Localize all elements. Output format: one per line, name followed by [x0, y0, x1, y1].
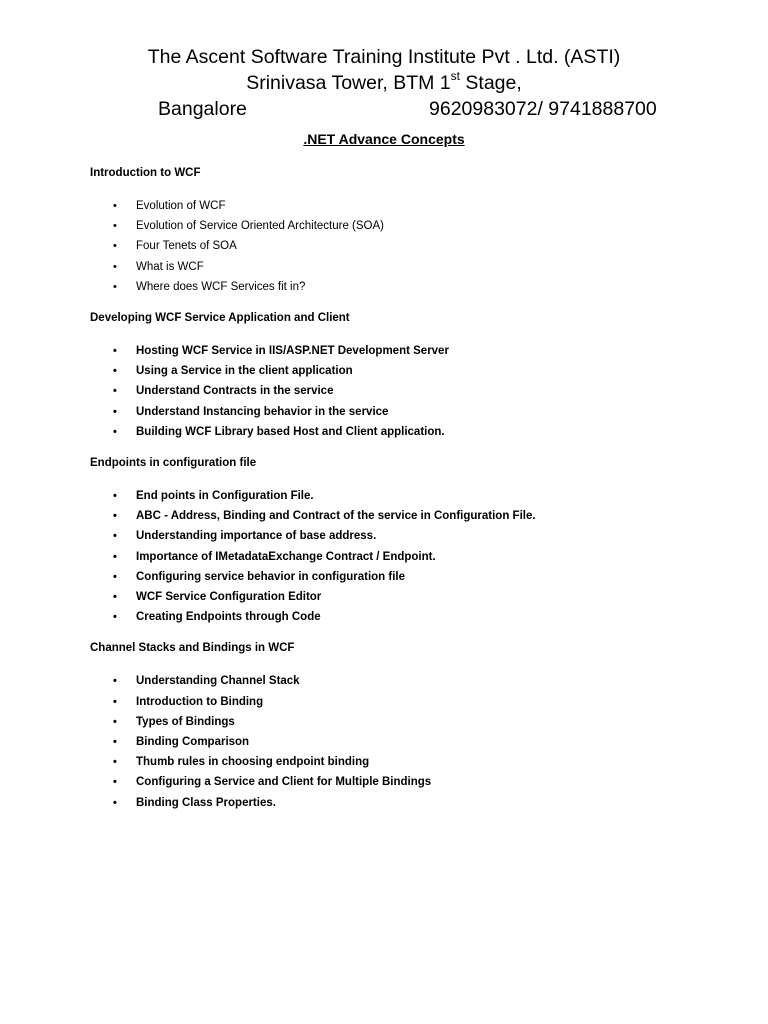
- course-content: [90, 164, 710, 825]
- topic-list: [90, 196, 710, 297]
- institute-name: The Ascent Software Training Institute Pvt . Ltd. (ASTI): [147, 46, 621, 68]
- bullet-icon: •: [113, 570, 117, 583]
- topic-text: What is WCF: [136, 260, 204, 273]
- document-title-text: .NET Advance Concepts: [303, 131, 465, 147]
- bullet-icon: •: [113, 280, 117, 293]
- topic-text: Building WCF Library based Host and Client application.: [136, 425, 445, 438]
- section-introduction-to-wcf: [90, 164, 710, 297]
- list-item: [90, 486, 710, 506]
- bullet-icon: •: [113, 756, 117, 769]
- list-item: [90, 422, 710, 442]
- address-stage: Stage,: [460, 72, 522, 94]
- topic-text: Where does WCF Services fit in?: [136, 280, 306, 293]
- bullet-icon: •: [113, 385, 117, 398]
- bullet-icon: •: [113, 675, 117, 688]
- topic-text: Configuring a Service and Client for Multiple Bindings: [136, 776, 432, 789]
- bullet-icon: •: [113, 365, 117, 378]
- list-item: [90, 402, 710, 422]
- topic-text: Hosting WCF Service in IIS/ASP.NET Development Server: [136, 345, 449, 358]
- list-item: [90, 793, 710, 813]
- list-item: [90, 236, 710, 256]
- topic-text: Binding Class Properties.: [136, 796, 276, 809]
- topic-list: [90, 341, 710, 442]
- city-phone-line: [0, 96, 768, 122]
- topic-text: Introduction to Binding: [136, 695, 264, 708]
- section-heading: Channel Stacks and Bindings in WCF: [90, 642, 295, 655]
- bullet-icon: •: [113, 550, 117, 563]
- topic-text: Thumb rules in choosing endpoint binding: [136, 756, 370, 769]
- bullet-icon: •: [113, 715, 117, 728]
- topic-text: Understand Contracts in the service: [136, 385, 334, 398]
- bullet-icon: •: [113, 200, 117, 212]
- topic-text: Evolution of Service Oriented Architecture (SOA): [136, 220, 384, 233]
- document-header: [0, 44, 768, 122]
- address-ordinal-suffix: st: [450, 68, 460, 83]
- bullet-icon: •: [113, 405, 117, 418]
- bullet-icon: •: [113, 591, 117, 604]
- list-item: [90, 277, 710, 297]
- list-item: [90, 361, 710, 381]
- topic-list: [90, 486, 710, 627]
- list-item: [90, 712, 710, 732]
- bullet-icon: •: [113, 510, 117, 523]
- bullet-icon: •: [113, 425, 117, 438]
- topic-text: Understanding importance of base address.: [136, 530, 377, 543]
- topic-text: Evolution of WCF: [136, 200, 226, 212]
- section-endpoints-in-configuration: [90, 454, 710, 627]
- bullet-icon: •: [113, 796, 117, 809]
- topic-list: [90, 671, 710, 812]
- bullet-icon: •: [113, 345, 117, 358]
- section-channel-stacks-and-bindings: [90, 639, 710, 812]
- section-heading: Endpoints in configuration file: [90, 457, 257, 470]
- document-title: [0, 130, 768, 148]
- bullet-icon: •: [113, 240, 117, 253]
- list-item: [90, 257, 710, 277]
- list-item: [90, 772, 710, 792]
- list-item: [90, 216, 710, 236]
- address-street: Srinivasa Tower, BTM 1: [246, 72, 451, 94]
- topic-text: Four Tenets of SOA: [136, 240, 237, 253]
- topic-text: Configuring service behavior in configuration file: [136, 570, 406, 583]
- institute-phones: 9620983072/ 9741888700: [429, 98, 657, 120]
- topic-text: Importance of IMetadataExchange Contract / Endpoint.: [136, 550, 436, 563]
- bullet-icon: •: [113, 260, 117, 273]
- topic-text: End points in Configuration File.: [136, 490, 314, 503]
- list-item: [90, 587, 710, 607]
- topic-text: Types of Bindings: [136, 715, 235, 728]
- topic-text: ABC - Address, Binding and Contract of the service in Configuration File.: [136, 510, 536, 523]
- list-item: [90, 567, 710, 587]
- section-heading: Introduction to WCF: [90, 167, 201, 179]
- bullet-icon: •: [113, 736, 117, 749]
- topic-text: Binding Comparison: [136, 736, 250, 749]
- list-item: [90, 381, 710, 401]
- topic-text: WCF Service Configuration Editor: [136, 591, 322, 604]
- list-item: [90, 732, 710, 752]
- bullet-icon: •: [113, 530, 117, 543]
- bullet-icon: •: [113, 776, 117, 789]
- topic-text: Understand Instancing behavior in the service: [136, 405, 389, 418]
- list-item: [90, 692, 710, 712]
- bullet-icon: •: [113, 220, 117, 233]
- list-item: [90, 506, 710, 526]
- list-item: [90, 526, 710, 546]
- topic-text: Understanding Channel Stack: [136, 675, 300, 688]
- institute-address: [0, 70, 768, 96]
- bullet-icon: •: [113, 490, 117, 503]
- topic-text: Creating Endpoints through Code: [136, 611, 321, 624]
- list-item: [90, 341, 710, 361]
- section-developing-wcf-service: [90, 309, 710, 442]
- list-item: [90, 607, 710, 627]
- list-item: [90, 547, 710, 567]
- list-item: [90, 671, 710, 691]
- list-item: [90, 752, 710, 772]
- institute-city: Bangalore: [158, 98, 247, 120]
- list-item: [90, 196, 710, 216]
- bullet-icon: •: [113, 611, 117, 624]
- bullet-icon: •: [113, 695, 117, 708]
- topic-text: Using a Service in the client application: [136, 365, 353, 378]
- section-heading: Developing WCF Service Application and Client: [90, 312, 350, 325]
